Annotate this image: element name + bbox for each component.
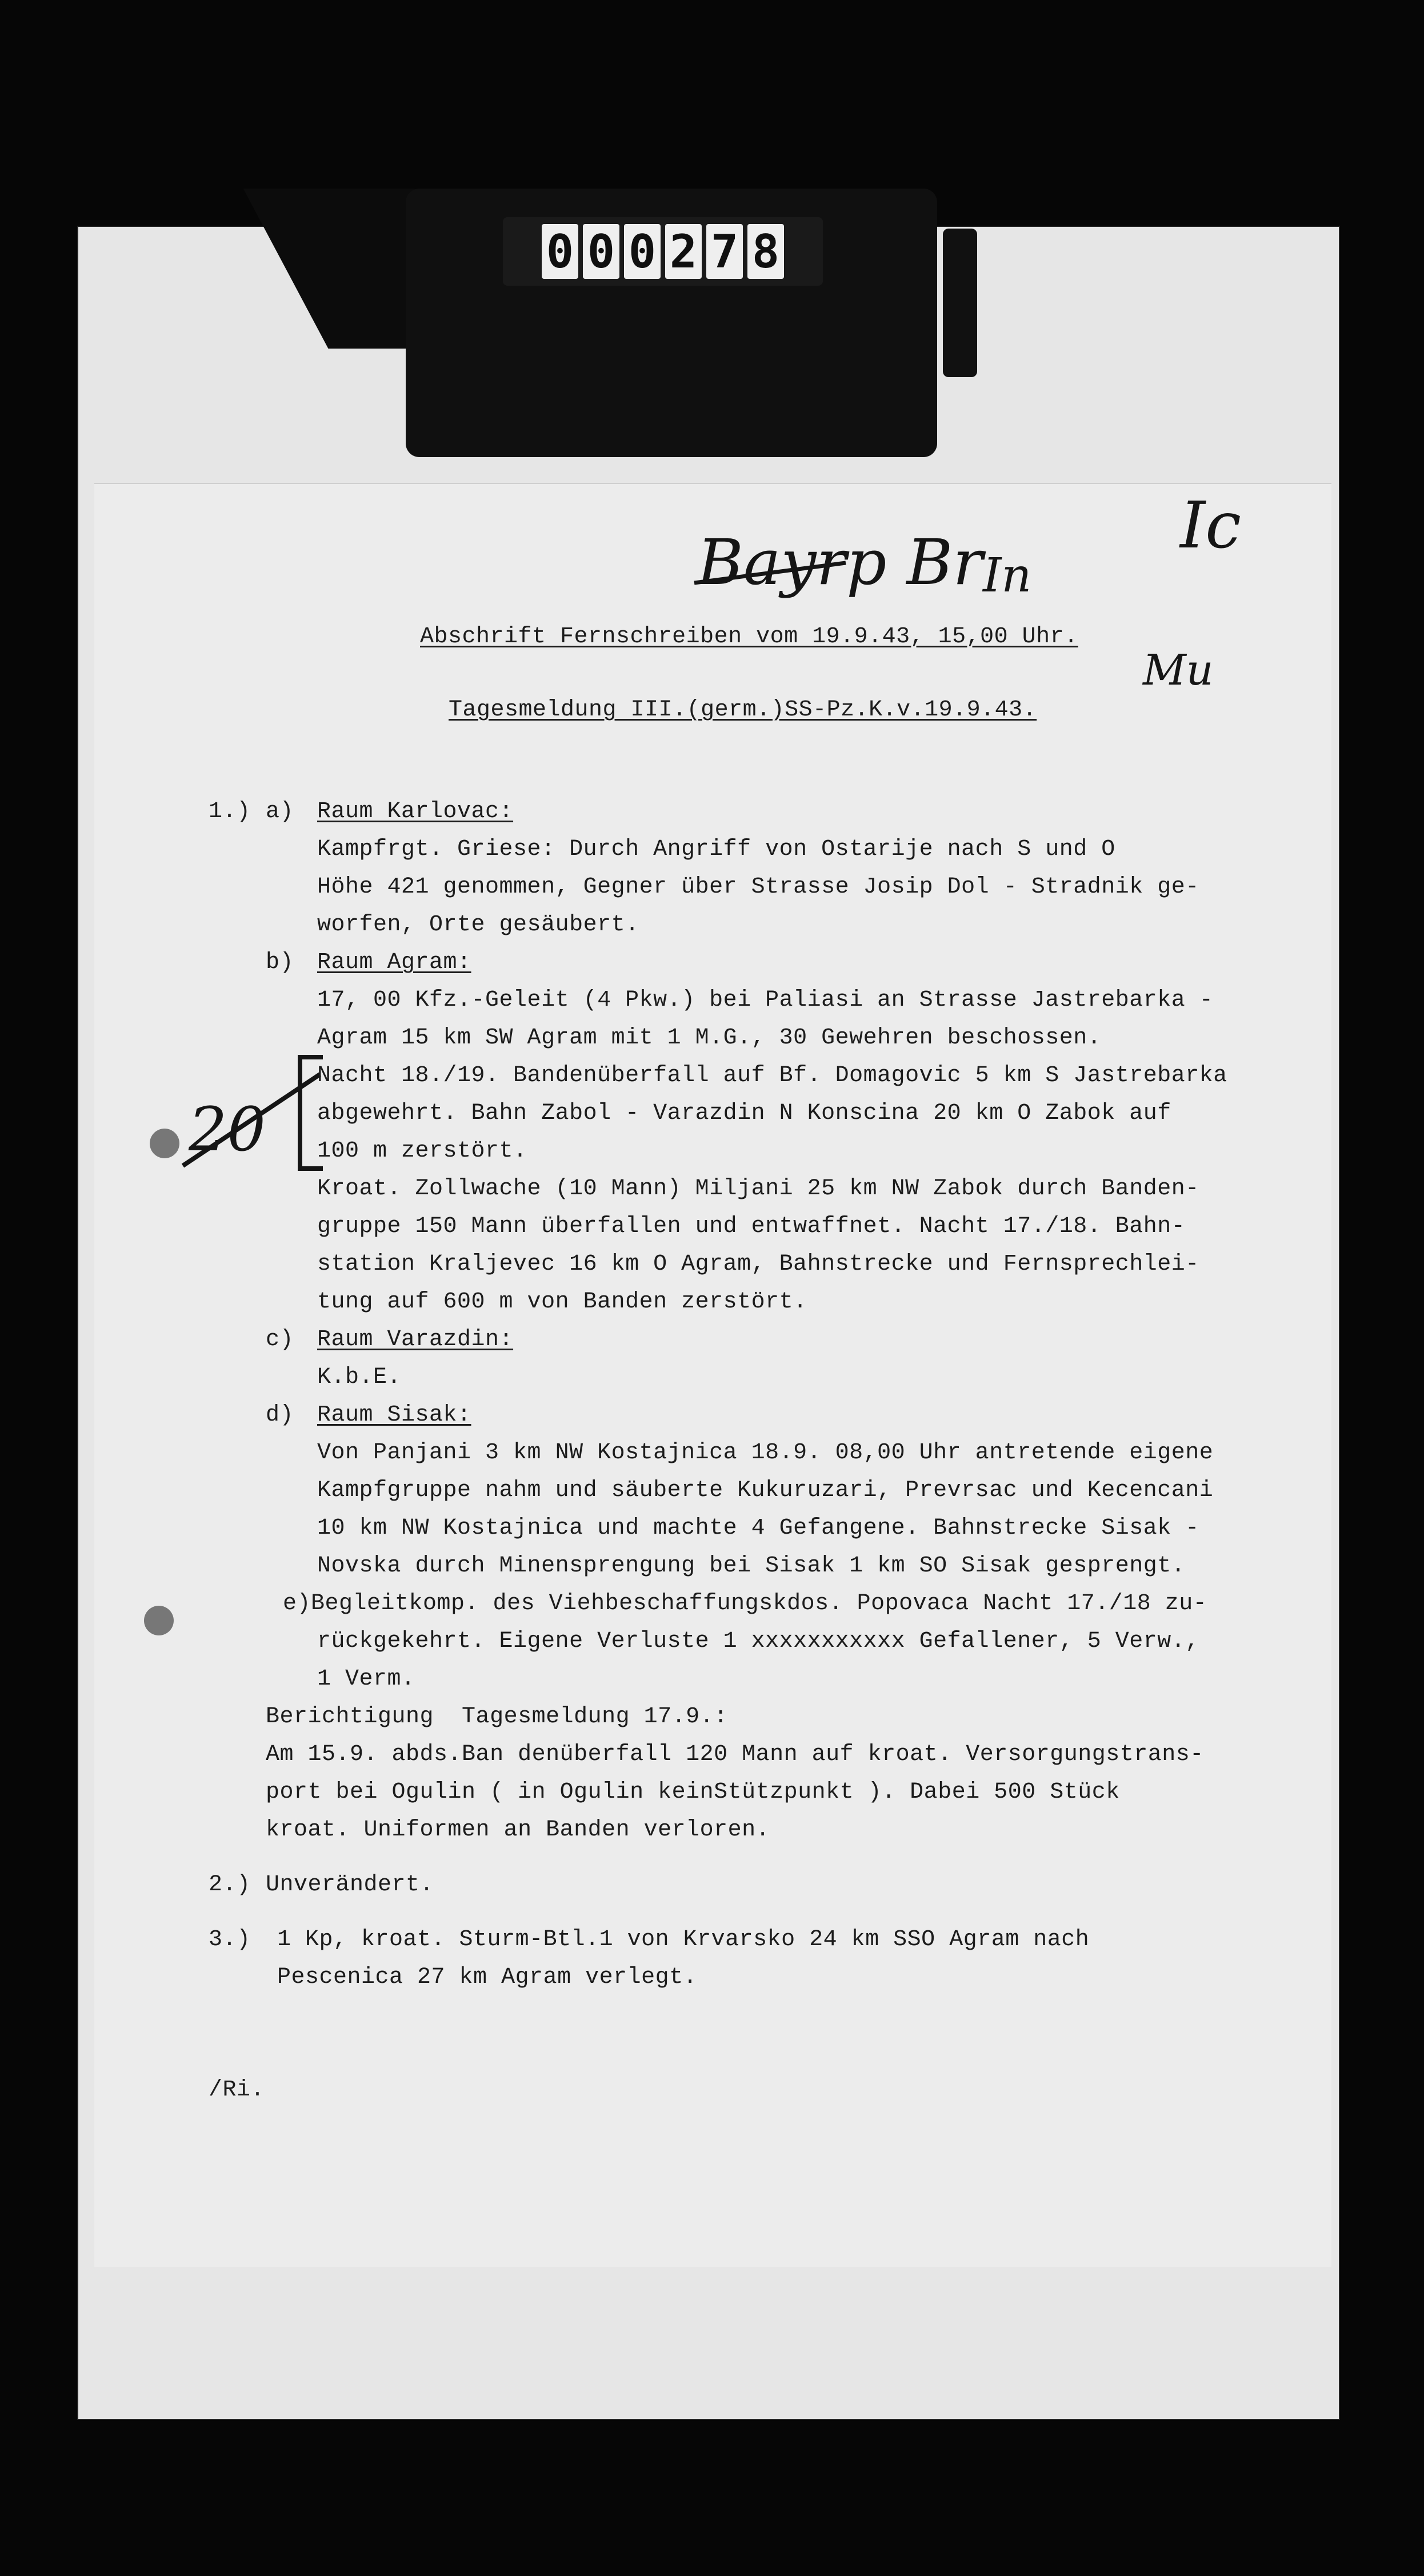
item-title: Raum Agram: bbox=[317, 950, 471, 975]
document-page bbox=[94, 483, 1331, 2267]
text-line: 17, 00 Kfz.-Geleit (4 Pkw.) bei Paliasi an Strasse Jastrebarka - bbox=[317, 987, 1214, 1013]
counter-digit: 0 bbox=[583, 224, 619, 279]
text-line: Nacht 18./19. Bandenüberfall auf Bf. Domagovic 5 km S Jastrebarka bbox=[317, 1063, 1227, 1089]
counter-knob bbox=[943, 229, 977, 377]
section-number: 1.) bbox=[209, 799, 251, 825]
text-line: Novska durch Minensprengung bei Sisak 1 km SO Sisak gesprengt. bbox=[317, 1553, 1186, 1579]
counter-digit: 7 bbox=[706, 224, 743, 279]
text-line: Am 15.9. abds.Ban denüberfall 120 Mann auf kroat. Versorgungstrans- bbox=[266, 1742, 1204, 1767]
item-letter: a) bbox=[266, 799, 294, 825]
text-line: kroat. Uniformen an Banden verloren. bbox=[266, 1817, 770, 1843]
text-line: 1 Kp, kroat. Sturm-Btl.1 von Krvarsko 24 km SSO Agram nach bbox=[277, 1927, 1090, 1953]
signoff: /Ri. bbox=[209, 2077, 265, 2103]
text-line: 1 Verm. bbox=[317, 1666, 415, 1692]
text-line: e)Begleitkomp. des Viehbeschaffungskdos. Popovaca Nacht 17./18 zu- bbox=[283, 1591, 1207, 1617]
counter-digit: 0 bbox=[624, 224, 661, 279]
text-line: Kroat. Zollwache (10 Mann) Miljani 25 km NW Zabok durch Banden- bbox=[317, 1176, 1199, 1202]
text-line: K.b.E. bbox=[317, 1365, 402, 1390]
text-line: gruppe 150 Mann überfallen und entwaffnet. Nacht 17./18. Bahn- bbox=[317, 1214, 1186, 1239]
text-line: Berichtigung Tagesmeldung 17.9.: bbox=[266, 1704, 728, 1730]
frame-counter-window bbox=[503, 217, 823, 286]
frame-counter-digits bbox=[542, 224, 784, 279]
item-title: Raum Sisak: bbox=[317, 1402, 471, 1428]
handwritten-mark-ic: Ic bbox=[1180, 489, 1241, 563]
document-subheading: Tagesmeldung III.(germ.)SS-Pz.K.v.19.9.43. bbox=[449, 697, 1037, 723]
counter-digit: 0 bbox=[542, 224, 578, 279]
text-line: Unverändert. bbox=[266, 1872, 434, 1898]
text-line: Kampfrgt. Griese: Durch Angriff von Ostarije nach S und O bbox=[317, 837, 1115, 862]
handwritten-mark-a: In bbox=[983, 549, 1032, 603]
text-line: Pescenica 27 km Agram verlegt. bbox=[277, 1965, 698, 1990]
handwritten-mark-right: Mu bbox=[1143, 646, 1214, 695]
section-number: 3.) bbox=[209, 1927, 251, 1953]
strike-through-mark bbox=[691, 557, 851, 591]
counter-digit: 8 bbox=[747, 224, 784, 279]
text-line: station Kraljevec 16 km O Agram, Bahnstrecke und Fernsprechlei- bbox=[317, 1251, 1199, 1277]
text-line: worfen, Orte gesäubert. bbox=[317, 912, 639, 938]
section-number: 2.) bbox=[209, 1872, 251, 1898]
item-title: Raum Varazdin: bbox=[317, 1327, 514, 1353]
counter-digit: 2 bbox=[665, 224, 702, 279]
item-title: Raum Karlovac: bbox=[317, 799, 514, 825]
text-line: Von Panjani 3 km NW Kostajnica 18.9. 08,00 Uhr antretende eigene bbox=[317, 1440, 1214, 1466]
document-heading: Abschrift Fernschreiben vom 19.9.43, 15,00 Uhr. bbox=[420, 624, 1078, 650]
item-letter: d) bbox=[266, 1402, 294, 1428]
handwritten-margin-number: 20 bbox=[189, 1094, 266, 1165]
text-line: rückgekehrt. Eigene Verluste 1 xxxxxxxxxxx Gefallener, 5 Verw., bbox=[317, 1629, 1199, 1654]
text-line: port bei Ogulin ( in Ogulin keinStützpunkt ). Dabei 500 Stück bbox=[266, 1779, 1120, 1805]
text-line: Agram 15 km SW Agram mit 1 M.G., 30 Gewehren beschossen. bbox=[317, 1025, 1102, 1051]
punch-hole bbox=[144, 1606, 174, 1635]
text-line: tung auf 600 m von Banden zerstört. bbox=[317, 1289, 807, 1315]
item-letter: c) bbox=[266, 1327, 294, 1353]
handwritten-initials: Bayrp Br bbox=[697, 526, 983, 599]
text-line: 10 km NW Kostajnica und machte 4 Gefangene. Bahnstrecke Sisak - bbox=[317, 1515, 1199, 1541]
text-line: abgewehrt. Bahn Zabol - Varazdin N Konscina 20 km O Zabok auf bbox=[317, 1101, 1171, 1126]
text-line: 100 m zerstört. bbox=[317, 1138, 527, 1164]
text-line: Höhe 421 genommen, Gegner über Strasse Josip Dol - Stradnik ge- bbox=[317, 874, 1199, 900]
item-letter: b) bbox=[266, 950, 294, 975]
text-line: Kampfgruppe nahm und säuberte Kukuruzari, Prevrsac und Kecencani bbox=[317, 1478, 1214, 1503]
